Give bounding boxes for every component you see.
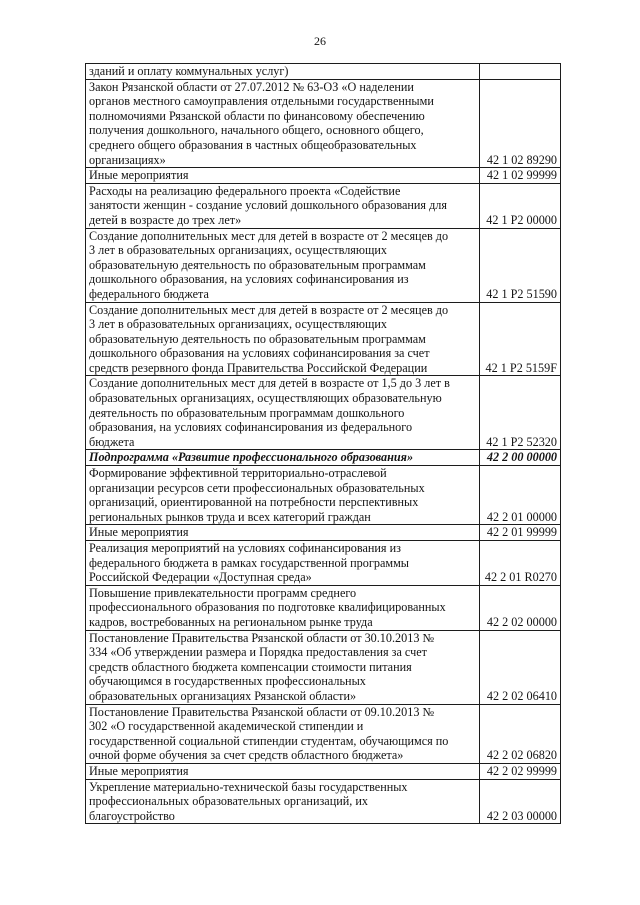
row-name-line: Иные мероприятия	[89, 168, 189, 183]
row-name-line: Реализация мероприятий на условиях софинансирования из	[89, 541, 401, 555]
row-name-line: региональных рынков труда и всех категорий граждан	[89, 509, 371, 524]
row-name-line: средств областного бюджета компенсации стоимости питания	[89, 659, 412, 674]
row-name-line: средств резервного фонда Правительства Российской Федерации	[89, 360, 428, 375]
table-row	[86, 183, 561, 228]
row-name-line: организациях»	[89, 152, 166, 167]
row-name-cell	[86, 585, 480, 630]
row-name-line: Создание дополнительных мест для детей в возрасте от 2 месяцев до	[89, 302, 449, 317]
row-name-line: Формирование эффективной территориально-отраслевой	[89, 466, 387, 481]
row-name-line: Закон Рязанской области от 27.07.2012 № 63-ОЗ «О наделении	[89, 79, 414, 94]
row-name-cell	[86, 704, 480, 763]
row-name-cell	[86, 525, 480, 541]
row-name-cell	[86, 541, 480, 586]
row-name-line: среднего общего образования в частных общеобразовательных	[89, 137, 417, 152]
row-name-line: зданий и оплату коммунальных услуг)	[89, 64, 289, 78]
row-name-line: Расходы на реализацию федерального проекта «Содействие	[89, 183, 401, 198]
row-name-cell	[86, 302, 480, 376]
row-name-line: Постановление Правительства Рязанской области от 09.10.2013 №	[89, 704, 435, 719]
row-name-line: дошкольного образования на условиях софинансирования за счет	[89, 346, 430, 361]
row-name-line: органов местного самоуправления отдельными государственными	[89, 94, 434, 109]
row-name-line: полномочиями Рязанской области по финансовому обеспечению	[89, 108, 425, 123]
table-body	[86, 64, 561, 824]
table-row	[86, 763, 561, 779]
row-name-line: образовательную деятельность по образовательным программам	[89, 331, 426, 346]
row-name-line: 3 лет в образовательных организациях, осуществляющих	[89, 243, 388, 258]
row-name-line: образовательных организациях Рязанской области»	[89, 688, 357, 703]
row-name-line: Создание дополнительных мест для детей в возрасте от 1,5 до 3 лет в	[89, 376, 450, 391]
row-name-line: дошкольного образования, на условиях софинансирования из	[89, 272, 409, 287]
row-name-line: федерального бюджета в рамках государственной программы	[89, 555, 409, 570]
row-code-cell: 42 1 02 99999	[480, 168, 561, 184]
budget-classification-table	[85, 63, 561, 824]
row-name-cell	[86, 228, 480, 302]
row-name-line: профессиональных образовательных организаций, их	[89, 794, 368, 809]
table-row	[86, 228, 561, 302]
row-name-line: образовательную деятельность по образовательным программам	[89, 257, 426, 272]
row-name-line: Постановление Правительства Рязанской области от 30.10.2013 №	[89, 630, 435, 645]
row-name-line: получения дошкольного, начального общего, основного общего,	[89, 123, 424, 138]
table-row	[86, 704, 561, 763]
row-name-cell	[86, 450, 480, 466]
row-name-cell	[86, 64, 480, 80]
row-code-cell: 42 2 01 99999	[480, 525, 561, 541]
table-row	[86, 630, 561, 704]
row-code-cell: 42 2 03 00000	[480, 779, 561, 824]
row-name-line: детей в возрасте до трех лет»	[89, 212, 242, 227]
row-code-cell: 42 1 P2 00000	[480, 183, 561, 228]
row-code-cell: 42 1 P2 5159F	[480, 302, 561, 376]
row-name-cell	[86, 168, 480, 184]
row-name-line: Иные мероприятия	[89, 525, 189, 540]
row-name-line: 334 «Об утверждении размера и Порядка предоставления за счет	[89, 645, 427, 660]
row-name-line: профессионального образования по подготовке квалифицированных	[89, 600, 446, 615]
row-name-line: Подпрограмма «Развитие профессионального образования»	[89, 450, 414, 465]
table-row	[86, 525, 561, 541]
row-name-line: деятельность по образовательным программам дошкольного	[89, 405, 405, 420]
page-number: 26	[314, 34, 326, 48]
row-name-line: Иные мероприятия	[89, 763, 189, 778]
row-name-line: 3 лет в образовательных организациях, осуществляющих	[89, 317, 388, 332]
row-name-cell	[86, 763, 480, 779]
row-name-cell	[86, 79, 480, 168]
table-row	[86, 585, 561, 630]
row-name-cell	[86, 183, 480, 228]
row-code-cell: 42 2 02 06820	[480, 704, 561, 763]
row-name-cell	[86, 630, 480, 704]
table-row	[86, 64, 561, 80]
row-name-line: образовательных организациях, осуществляющих образовательную	[89, 391, 442, 406]
row-name-cell	[86, 779, 480, 824]
table-row	[86, 168, 561, 184]
table-row	[86, 302, 561, 376]
row-name-line: федерального бюджета	[89, 286, 209, 301]
table-row	[86, 376, 561, 450]
row-name-line: государственной социальной стипендии студентам, обучающимся по	[89, 733, 449, 748]
row-name-line: кадров, востребованных на региональном рынке труда	[89, 614, 373, 629]
row-code-cell: 42 2 00 00000	[480, 450, 561, 466]
row-code-cell: 42 2 01 R0270	[480, 541, 561, 586]
row-name-cell	[86, 466, 480, 525]
row-name-line: Российской Федерации «Доступная среда»	[89, 570, 312, 585]
table-row	[86, 466, 561, 525]
row-name-line: 302 «О государственной академической стипендии и	[89, 719, 364, 734]
row-name-cell	[86, 376, 480, 450]
row-code-cell	[480, 64, 561, 80]
row-code-cell: 42 2 02 00000	[480, 585, 561, 630]
row-code-cell: 42 2 02 99999	[480, 763, 561, 779]
row-code-cell: 42 1 02 89290	[480, 79, 561, 168]
row-code-cell: 42 2 01 00000	[480, 466, 561, 525]
row-name-line: организации ресурсов сети профессиональных образовательных	[89, 480, 425, 495]
row-name-line: Укрепление материально-технической базы государственных	[89, 779, 408, 794]
table-row	[86, 541, 561, 586]
row-name-line: образования, на условиях софинансирования из федерального	[89, 420, 413, 435]
table-row	[86, 79, 561, 168]
row-code-cell: 42 2 02 06410	[480, 630, 561, 704]
row-name-line: бюджета	[89, 434, 135, 449]
row-name-line: благоустройство	[89, 808, 175, 823]
row-code-cell: 42 1 P2 51590	[480, 228, 561, 302]
row-name-line: Повышение привлекательности программ среднего	[89, 585, 357, 600]
row-name-line: организаций, ориентированной на потребности перспективных	[89, 495, 419, 510]
row-name-line: занятости женщин - создание условий дошкольного образования для	[89, 198, 447, 213]
table-row	[86, 779, 561, 824]
row-name-line: очной форме обучения за счет средств областного бюджета»	[89, 748, 404, 763]
row-name-line: Создание дополнительных мест для детей в возрасте от 2 месяцев до	[89, 228, 449, 243]
table-row	[86, 450, 561, 466]
row-code-cell: 42 1 P2 52320	[480, 376, 561, 450]
row-name-line: обучающимся в государственных профессиональных	[89, 674, 366, 689]
